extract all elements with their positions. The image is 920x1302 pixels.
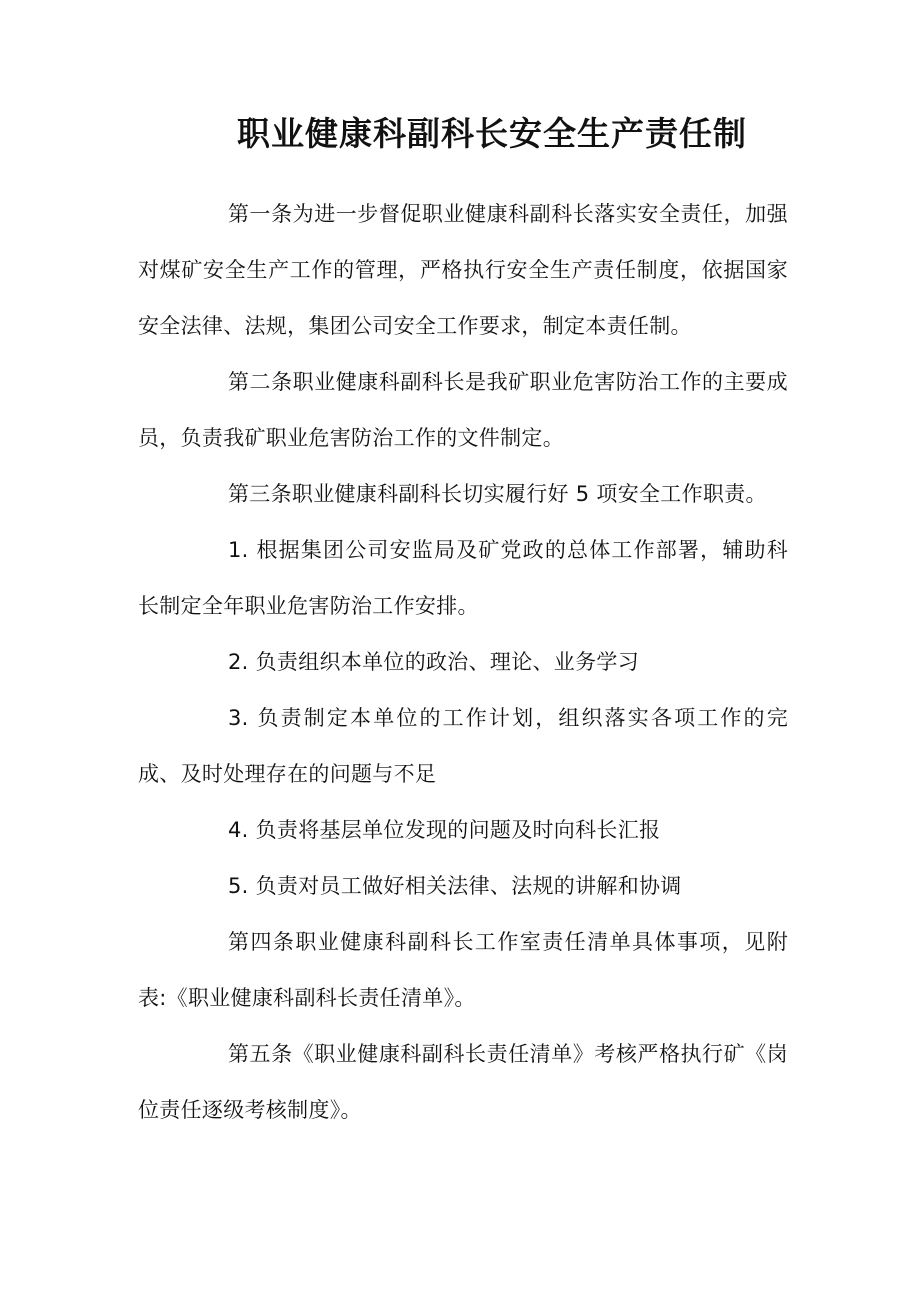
article-4-paragraph: 第四条职业健康科副科长工作室责任清单具体事项，见附表:《职业健康科副科长责任清单》。 (138, 930, 788, 1010)
article-5-paragraph: 第五条《职业健康科副科长责任清单》考核严格执行矿《岗位责任逐级考核制度》。 (138, 1042, 788, 1122)
duty-item-4: 4. 负责将基层单位发现的问题及时向科长汇报 (228, 818, 661, 842)
duty-item-5: 5. 负责对员工做好相关法律、法规的讲解和协调 (228, 874, 682, 898)
duty-item-2: 2. 负责组织本单位的政治、理论、业务学习 (228, 650, 640, 674)
duty-item-3: 3. 负责制定本单位的工作计划，组织落实各项工作的完成、及时处理存在的问题与不足 (138, 706, 788, 786)
article-3-paragraph: 第三条职业健康科副科长切实履行好 5 项安全工作职责。 (228, 482, 767, 506)
article-2-paragraph: 第二条职业健康科副科长是我矿职业危害防治工作的主要成员，负责我矿职业危害防治工作的文件制定。 (138, 370, 788, 450)
document-title: 职业健康科副科长安全生产责任制 (237, 114, 747, 153)
duty-item-1: 1. 根据集团公司安监局及矿党政的总体工作部署，辅助科长制定全年职业危害防治工作安排。 (138, 538, 788, 618)
document-body (138, 186, 788, 1138)
article-1-paragraph: 第一条为进一步督促职业健康科副科长落实安全责任，加强对煤矿安全生产工作的管理，严格执行安全生产责任制度，依据国家安全法律、法规，集团公司安全工作要求，制定本责任制。 (138, 202, 788, 338)
